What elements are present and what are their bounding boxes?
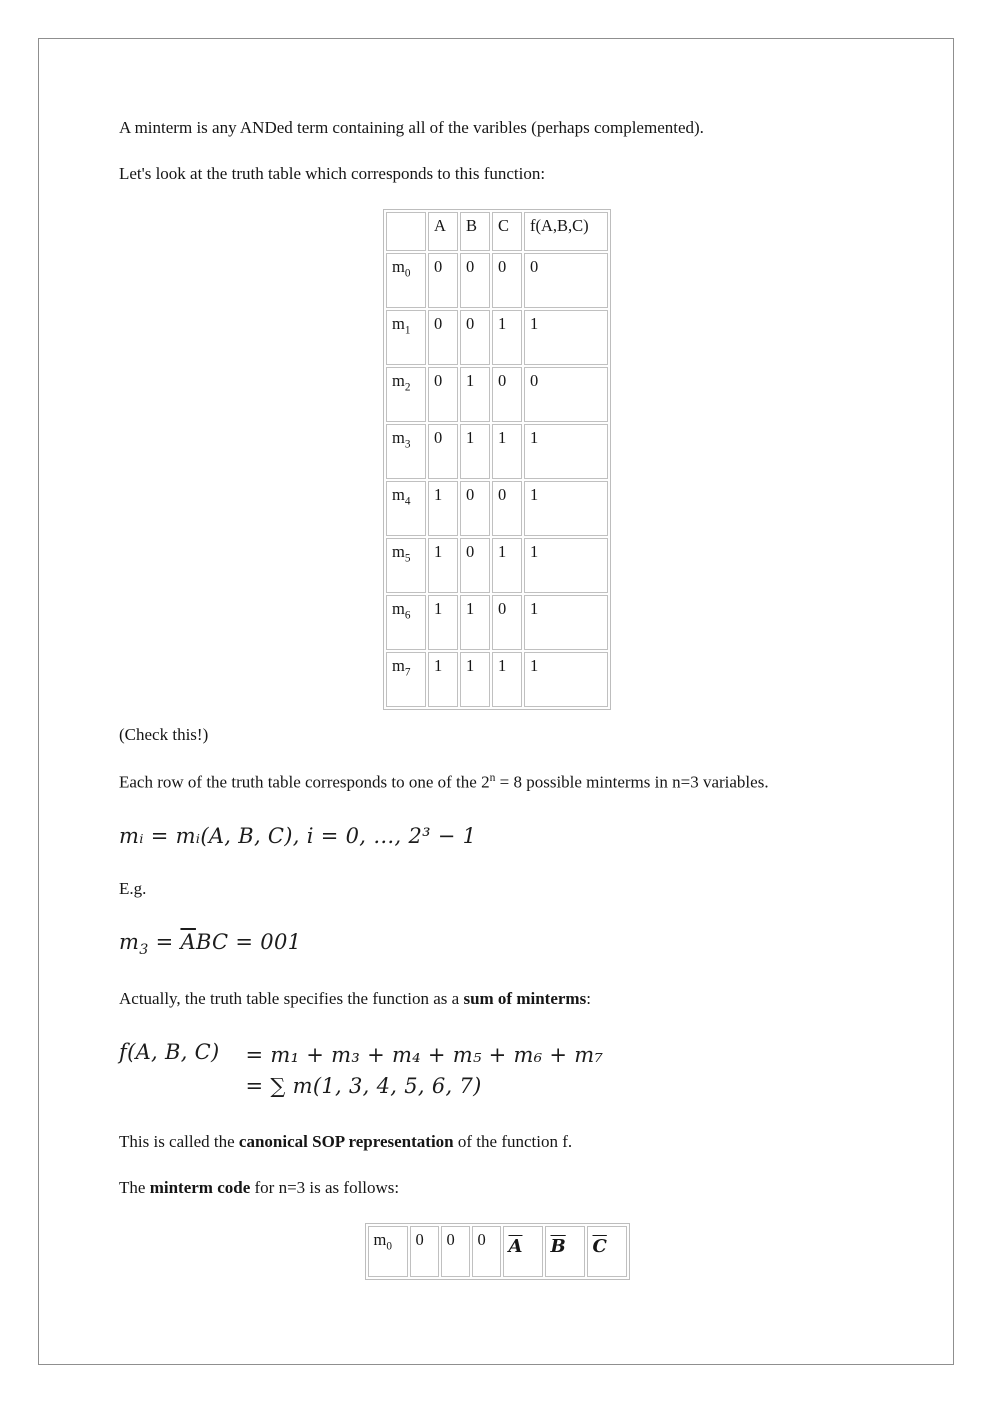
f-lhs: f(A, B, C) [119,1040,220,1065]
table-row-m3 [386,424,608,479]
m3-sub: 3 [139,942,149,959]
sop-bold: canonical SOP representation [238,1132,454,1152]
row-label-base: m [392,542,405,562]
table-cell: 0 [460,310,490,365]
code-pre: The [119,1178,150,1198]
row-label-sub: 3 [404,438,411,451]
paragraph-each-row [119,770,875,794]
f-rhs [246,1040,604,1101]
table-cell: 0 [524,367,608,422]
row-label [386,595,426,650]
f-line-terms: = m₁ + m₃ + m₄ + m₅ + m₆ + m₇ [245,1043,604,1068]
table-cell: 0 [472,1226,501,1277]
document-page [38,38,954,1365]
row-label [386,253,426,308]
b-complement-symbol: $\overline{B}$ [550,1236,566,1258]
table-cell: 1 [460,424,490,479]
table-cell: 1 [524,481,608,536]
minterm-code-table [365,1223,630,1280]
table-cell: 1 [460,595,490,650]
row-label-sub: 6 [404,609,411,622]
row-label-base: m [392,485,405,505]
table-cell: 0 [428,253,458,308]
each-row-exponent: n [489,771,496,785]
table-cell: 1 [492,538,522,593]
table-row-m2 [386,367,608,422]
table-header-b: B [460,212,490,251]
row-label-base: m [392,656,405,676]
sum-post: : [586,989,591,1009]
table-cell: 0 [428,424,458,479]
code-row-label [368,1226,408,1277]
row-label [386,538,426,593]
code-post: for n=3 is as follows: [250,1178,400,1198]
row-label-sub: 7 [404,666,411,679]
m3-bc: BC [195,930,229,955]
table-header-f: f(A,B,C) [524,212,608,251]
table-cell: 1 [492,424,522,479]
truth-table-header-row [386,212,608,251]
table-cell: 0 [492,367,522,422]
row-label-base: m [392,599,405,619]
equation-f-sum [119,1040,875,1101]
paragraph-check-this: (Check this!) [119,725,209,745]
each-row-post: = 8 possible minterms in n=3 variables. [495,772,769,792]
equation-m3 [119,930,875,958]
row-label [386,652,426,707]
table-row-m6 [386,595,608,650]
table-cell: 0 [410,1226,439,1277]
table-cell: 0 [524,253,608,308]
table-cell: 0 [460,538,490,593]
sop-post: of the function f. [453,1132,573,1152]
m3-equals: = [148,930,181,955]
m3-base: m [119,930,140,955]
each-row-pre: Each row of the truth table corresponds to one of the 2 [119,772,490,792]
sop-pre: This is called the [119,1132,239,1152]
row-label-base: m [392,257,405,277]
table-cell-a-complement [503,1226,543,1277]
table-cell: 1 [460,652,490,707]
table-cell: 1 [428,652,458,707]
table-cell: 0 [460,481,490,536]
a-complement-symbol: $\overline{A}$ [508,1236,523,1258]
table-cell: 1 [428,481,458,536]
table-cell: 0 [492,595,522,650]
table-cell: 0 [492,253,522,308]
row-label-base: m [392,371,405,391]
row-label [386,481,426,536]
table-cell: 1 [460,367,490,422]
table-cell: 0 [441,1226,470,1277]
truth-table [383,209,611,710]
table-row-m4 [386,481,608,536]
table-row-m1 [386,310,608,365]
paragraph-canonical-sop [119,1131,875,1153]
table-cell: 0 [428,367,458,422]
equation-minterm-index: mᵢ = mᵢ(A, B, C), i = 0, …, 2³ − 1 [119,824,477,849]
row-label-sub: 4 [404,495,411,508]
table-cell: 0 [492,481,522,536]
table-cell: 1 [492,652,522,707]
row-label [386,310,426,365]
code-bold: minterm code [149,1178,251,1198]
code-label-sub: 0 [386,1240,392,1253]
table-cell: 1 [524,652,608,707]
table-header-c: C [492,212,522,251]
table-cell-empty [386,212,426,251]
table-row-m5 [386,538,608,593]
sum-pre: Actually, the truth table specifies the function as a [119,989,464,1009]
row-label-base: m [392,428,405,448]
m3-a-complement: $\overline{A}$ [180,930,196,955]
row-label [386,367,426,422]
table-cell: 1 [428,595,458,650]
row-label-sub: 5 [404,552,411,565]
row-label-base: m [392,314,405,334]
table-cell: 1 [428,538,458,593]
paragraph-minterm-code [119,1177,875,1199]
m3-value: = 001 [228,930,302,955]
row-label-sub: 0 [404,267,411,280]
row-label-sub: 1 [404,324,411,337]
table-row-m0 [386,253,608,308]
table-cell: 1 [524,310,608,365]
table-row-m7 [386,652,608,707]
table-cell: 0 [460,253,490,308]
code-label-base: m [373,1230,387,1250]
table-cell: 1 [492,310,522,365]
paragraph-sum-of-minterms [119,988,875,1010]
table-cell: 0 [428,310,458,365]
table-cell: 1 [524,538,608,593]
c-complement-symbol: $\overline{C}$ [592,1236,607,1258]
table-cell-c-complement [587,1226,627,1277]
minterm-code-row [368,1226,627,1277]
row-label-sub: 2 [404,381,411,394]
row-label [386,424,426,479]
paragraph-eg: E.g. [119,879,147,899]
table-cell: 1 [524,424,608,479]
f-line-sigma: = ∑ m(1, 3, 4, 5, 6, 7) [245,1073,482,1098]
table-header-a: A [428,212,458,251]
table-cell: 1 [524,595,608,650]
table-cell-b-complement [545,1226,585,1277]
paragraph-minterm-definition: A minterm is any ANDed term containing all of the varibles (perhaps complemented). [119,118,704,137]
paragraph-truth-table-intro: Let's look at the truth table which corresponds to this function: [119,164,546,184]
sum-bold: sum of minterms [463,989,587,1009]
